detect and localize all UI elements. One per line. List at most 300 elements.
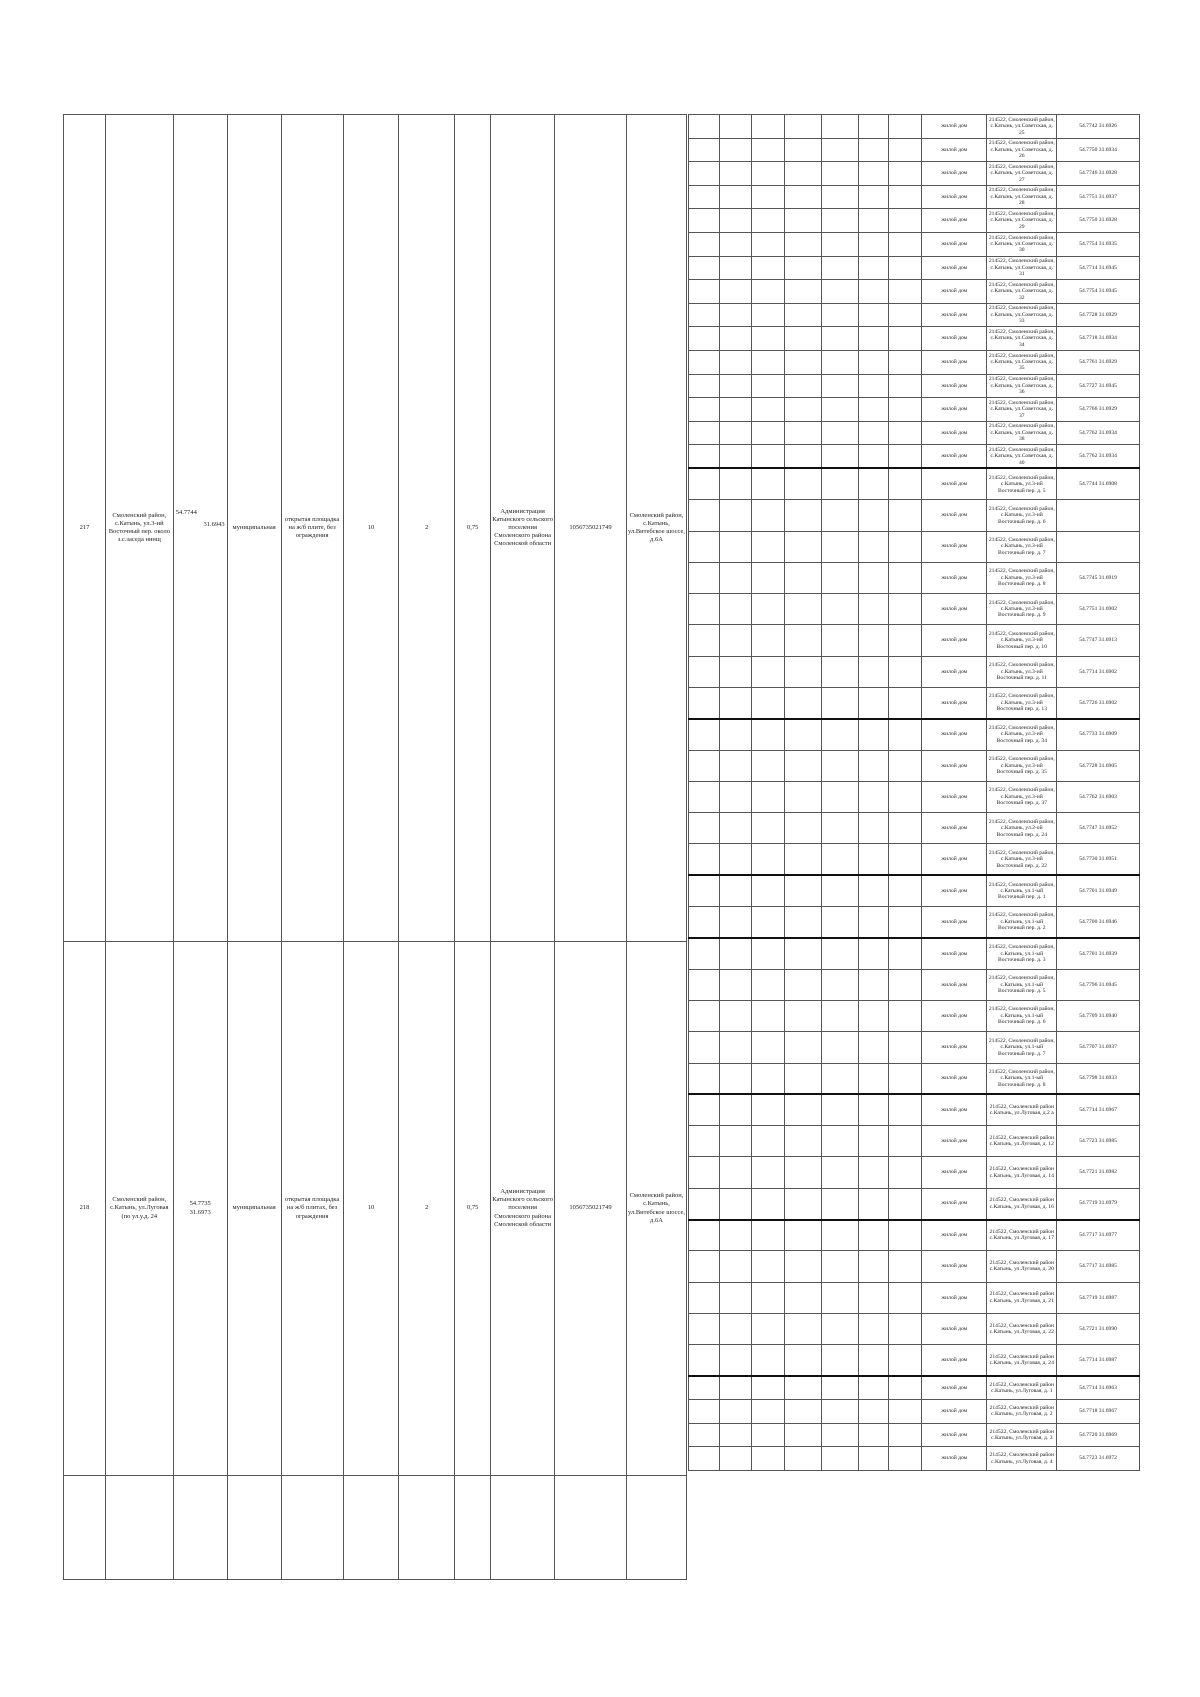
building-type: жилой дом <box>922 781 987 812</box>
empty-cell <box>752 374 785 398</box>
empty-cell <box>889 162 922 186</box>
empty-cell <box>752 350 785 374</box>
building-coordinates: 54.7718 31.6967 <box>1057 1400 1140 1424</box>
empty-cell <box>689 938 720 969</box>
empty-cell <box>719 398 752 422</box>
empty-cell <box>752 813 785 844</box>
empty-cell <box>858 256 889 280</box>
empty-cell <box>719 350 752 374</box>
building-type: жилой дом <box>922 1094 987 1125</box>
empty-cell <box>752 1094 785 1125</box>
empty-cell <box>889 1400 922 1424</box>
empty-cell <box>889 750 922 781</box>
building-row <box>689 185 1140 209</box>
building-type: жилой дом <box>922 1220 987 1251</box>
empty-cell <box>821 1376 858 1400</box>
building-coordinates: 54.7747 31.6913 <box>1057 625 1140 656</box>
building-address: 214522, Смоленский район, с.Катынь, ул.1-ый Восточный пер. д. 7 <box>987 1032 1057 1063</box>
empty-cell <box>821 719 858 750</box>
empty-cell <box>719 719 752 750</box>
site-area: 10 <box>343 115 399 942</box>
empty-cell <box>858 280 889 304</box>
empty-cell <box>784 468 821 499</box>
site-lat: 54.7744 <box>175 509 197 516</box>
empty-cell <box>889 303 922 327</box>
empty-cell <box>689 625 720 656</box>
building-coordinates: 54.7720 31.6969 <box>1057 1423 1140 1447</box>
empty-cell <box>889 1282 922 1313</box>
empty-cell <box>719 232 752 256</box>
empty-cell <box>689 232 720 256</box>
building-type: жилой дом <box>922 625 987 656</box>
building-address: 214522, Смоленский район с.Катынь, ул.Луговая, д. 3 <box>987 1423 1057 1447</box>
empty-cell <box>784 1376 821 1400</box>
building-type: жилой дом <box>922 1447 987 1471</box>
site-ownership: муниципальная <box>227 942 281 1476</box>
building-address: 214522, Смоленский район, с.Катынь, ул.Советская, д. 33 <box>987 303 1057 327</box>
empty-cell <box>689 1000 720 1031</box>
empty-cell <box>719 1376 752 1400</box>
empty-cell <box>689 844 720 875</box>
building-coordinates: 54.7728 31.6905 <box>1057 750 1140 781</box>
empty-cell <box>689 398 720 422</box>
empty-cell <box>821 209 858 233</box>
empty-cell <box>858 1376 889 1400</box>
building-row <box>689 138 1140 162</box>
empty-cell <box>889 625 922 656</box>
empty-cell <box>719 625 752 656</box>
empty-cell <box>858 875 889 906</box>
building-coordinates: 54.7707 31.6937 <box>1057 1032 1140 1063</box>
empty-cell <box>784 875 821 906</box>
empty-cell <box>821 1032 858 1063</box>
building-row <box>689 327 1140 351</box>
empty-cell <box>752 719 785 750</box>
empty-cell <box>858 562 889 593</box>
empty-cell <box>689 1220 720 1251</box>
empty-cell <box>752 1063 785 1094</box>
building-coordinates: 54.7750 31.6928 <box>1057 209 1140 233</box>
building-coordinates: 54.7719 31.6979 <box>1057 1188 1140 1219</box>
empty-cell <box>821 907 858 938</box>
empty-cell <box>689 209 720 233</box>
building-address: 214522, Смоленский район с.Катынь, ул.Луговая, д. 16 <box>987 1188 1057 1219</box>
empty-cell <box>889 875 922 906</box>
site-ogrn: 1056735021749 <box>555 115 627 942</box>
empty-cell <box>858 750 889 781</box>
empty-cell <box>889 138 922 162</box>
building-coordinates: 54.7762 31.6934 <box>1057 421 1140 445</box>
building-address: 214522, Смоленский район, с.Катынь, ул.Советская, д. 28 <box>987 185 1057 209</box>
empty-cell <box>784 500 821 531</box>
empty-cell <box>784 1188 821 1219</box>
empty-cell <box>784 1282 821 1313</box>
empty-cell <box>858 185 889 209</box>
empty-cell <box>752 468 785 499</box>
building-row <box>689 687 1140 718</box>
site-lon: 31.6973 <box>189 1208 211 1216</box>
empty-cell <box>858 1032 889 1063</box>
building-type: жилой дом <box>922 594 987 625</box>
empty-cell <box>689 719 720 750</box>
site-owner: Администрация Катынского сельского поселения Смоленского района Смоленской области <box>491 115 555 942</box>
empty-cell <box>719 1282 752 1313</box>
empty-cell <box>858 350 889 374</box>
site-coordinates <box>173 942 227 1476</box>
empty-cell <box>689 531 720 562</box>
empty-cell <box>858 1063 889 1094</box>
building-address: 214522, Смоленский район, с.Катынь, ул.1-ый Восточный пер. д. 3 <box>987 938 1057 969</box>
empty-cell <box>821 374 858 398</box>
empty-cell <box>689 162 720 186</box>
empty-cell <box>821 1447 858 1471</box>
building-row <box>689 303 1140 327</box>
site-number: 218 <box>64 942 106 1476</box>
building-address: 214522, Смоленский район, с.Катынь, ул.Советская, д. 35 <box>987 350 1057 374</box>
empty-cell <box>889 209 922 233</box>
building-row <box>689 1000 1140 1031</box>
empty-cell <box>858 1400 889 1424</box>
empty-cell <box>689 1032 720 1063</box>
building-type: жилой дом <box>922 1032 987 1063</box>
building-address: 214522, Смоленский район с.Катынь, ул.Луговая, д. 4 <box>987 1447 1057 1471</box>
building-type: жилой дом <box>922 115 987 139</box>
empty-cell <box>719 115 752 139</box>
empty-cell <box>752 687 785 718</box>
empty-cell <box>689 1157 720 1188</box>
empty-cell <box>689 750 720 781</box>
empty-cell <box>889 687 922 718</box>
building-coordinates: 54.7761 31.6929 <box>1057 350 1140 374</box>
building-coordinates: 54.7701 31.6949 <box>1057 875 1140 906</box>
empty-cell <box>889 421 922 445</box>
building-coordinates: 54.7709 31.6940 <box>1057 1000 1140 1031</box>
empty-cell <box>784 938 821 969</box>
building-row <box>689 719 1140 750</box>
building-row <box>689 374 1140 398</box>
empty-cell <box>858 687 889 718</box>
empty-cell <box>821 562 858 593</box>
empty-cell <box>752 209 785 233</box>
empty-cell <box>719 421 752 445</box>
empty-cell <box>821 303 858 327</box>
building-type: жилой дом <box>922 350 987 374</box>
empty-cell <box>689 1063 720 1094</box>
empty-cell <box>752 531 785 562</box>
empty-cell <box>784 1063 821 1094</box>
empty-cell <box>821 1063 858 1094</box>
building-row <box>689 445 1140 469</box>
empty-cell <box>784 303 821 327</box>
building-type: жилой дом <box>922 969 987 1000</box>
empty-cell <box>784 1032 821 1063</box>
empty-cell <box>858 1000 889 1031</box>
empty-cell <box>784 1251 821 1282</box>
empty-cell <box>752 844 785 875</box>
empty-cell <box>858 303 889 327</box>
building-type: жилой дом <box>922 1157 987 1188</box>
empty-cell <box>889 938 922 969</box>
empty-cell <box>784 232 821 256</box>
empty-cell <box>784 594 821 625</box>
building-coordinates: 54.7714 31.6987 <box>1057 1345 1140 1376</box>
building-coordinates: 54.7721 31.6982 <box>1057 1157 1140 1188</box>
empty-cell <box>858 209 889 233</box>
site-table <box>63 114 687 1580</box>
empty-cell <box>784 1447 821 1471</box>
building-address: 214522, Смоленский район, с.Катынь, ул.3-ий Восточный пер. д. 37 <box>987 781 1057 812</box>
building-type: жилой дом <box>922 256 987 280</box>
empty-cell <box>889 1251 922 1282</box>
building-address: 214522, Смоленский район, с.Катынь, ул.3-ий Восточный пер. д. 6 <box>987 500 1057 531</box>
empty-cell <box>784 421 821 445</box>
empty-cell <box>719 1000 752 1031</box>
building-address: 214522, Смоленский район, с.Катынь, ул.3-ий Восточный пер. д. 11 <box>987 656 1057 687</box>
empty-cell <box>821 1157 858 1188</box>
empty-cell <box>689 1282 720 1313</box>
empty-cell <box>689 1094 720 1125</box>
building-address: 214522, Смоленский район, с.Катынь, ул.3-ий Восточный пер. д. 8 <box>987 562 1057 593</box>
empty-cell <box>821 185 858 209</box>
empty-cell <box>752 500 785 531</box>
empty-cell <box>719 1345 752 1376</box>
building-coordinates: 54.7714 31.6963 <box>1057 1376 1140 1400</box>
empty-cell <box>689 969 720 1000</box>
building-address: 214522, Смоленский район с.Катынь, ул.Луговая, д. 2 <box>987 1400 1057 1424</box>
empty-cell <box>719 969 752 1000</box>
empty-cell <box>784 1400 821 1424</box>
empty-cell <box>784 445 821 469</box>
building-type: жилой дом <box>922 185 987 209</box>
empty-cell <box>784 1313 821 1344</box>
empty-cell <box>784 1220 821 1251</box>
building-type: жилой дом <box>922 500 987 531</box>
building-row <box>689 1313 1140 1344</box>
empty-cell <box>821 1251 858 1282</box>
building-coordinates: 54.7744 31.6908 <box>1057 468 1140 499</box>
empty-cell <box>858 1220 889 1251</box>
building-row <box>689 350 1140 374</box>
empty-cell <box>784 327 821 351</box>
building-address: 214522, Смоленский район с.Катынь, ул.Луговая, д. 1 <box>987 1376 1057 1400</box>
empty-cell <box>858 1126 889 1157</box>
empty-cell <box>858 138 889 162</box>
empty-cell <box>784 687 821 718</box>
empty-cell <box>858 1157 889 1188</box>
empty-cell <box>821 445 858 469</box>
empty-cell <box>821 1423 858 1447</box>
empty-cell <box>858 656 889 687</box>
empty-cell <box>858 1447 889 1471</box>
empty-cell <box>821 280 858 304</box>
empty-cell <box>752 256 785 280</box>
empty-cell <box>821 656 858 687</box>
empty-cell <box>889 256 922 280</box>
empty-cell <box>858 594 889 625</box>
site-lat: 54.7735 <box>189 1200 211 1208</box>
empty-cell <box>784 844 821 875</box>
building-address: 214522, Смоленский район, с.Катынь, ул.Советская, д. 30 <box>987 232 1057 256</box>
empty-cell <box>719 280 752 304</box>
building-type: жилой дом <box>922 421 987 445</box>
empty-cell <box>889 844 922 875</box>
building-coordinates: 54.7723 31.6985 <box>1057 1126 1140 1157</box>
building-coordinates: 54.7746 31.6928 <box>1057 162 1140 186</box>
building-type: жилой дом <box>922 280 987 304</box>
building-address: 214522, Смоленский район, с.Катынь, ул.3-ий Восточный пер. д. 35 <box>987 750 1057 781</box>
building-row <box>689 1251 1140 1282</box>
empty-cell <box>784 969 821 1000</box>
empty-cell <box>784 781 821 812</box>
building-type: жилой дом <box>922 938 987 969</box>
empty-cell <box>752 398 785 422</box>
empty-cell <box>889 1063 922 1094</box>
site-ownership: муниципальная <box>227 115 281 942</box>
empty-cell <box>719 907 752 938</box>
empty-cell <box>821 1313 858 1344</box>
empty-cell <box>719 162 752 186</box>
building-row <box>689 813 1140 844</box>
empty-cell <box>889 500 922 531</box>
empty-cell <box>689 445 720 469</box>
empty-cell <box>889 1220 922 1251</box>
empty-cell <box>784 350 821 374</box>
site-description: открытая площадка на ж/б плите, без ограждения <box>281 115 343 942</box>
empty-cell <box>689 303 720 327</box>
empty-cell <box>858 500 889 531</box>
empty-cell <box>821 781 858 812</box>
empty-cell <box>752 562 785 593</box>
empty-cell <box>821 500 858 531</box>
empty-cell <box>821 1345 858 1376</box>
building-row <box>689 594 1140 625</box>
building-address: 214522, Смоленский район, с.Катынь, ул.3-ий Восточный пер. д. 34 <box>987 719 1057 750</box>
empty-cell <box>719 303 752 327</box>
empty-cell <box>821 625 858 656</box>
empty-cell <box>784 1126 821 1157</box>
empty-cell <box>689 185 720 209</box>
building-row <box>689 1032 1140 1063</box>
site-location: Смоленский район, с.Катынь, ул.Луговая (по ул.у.д. 24 <box>105 942 173 1476</box>
empty-cell <box>784 1094 821 1125</box>
empty-cell <box>689 687 720 718</box>
empty-cell <box>689 875 720 906</box>
empty-cell <box>889 1032 922 1063</box>
empty-cell <box>784 374 821 398</box>
empty-cell <box>719 1400 752 1424</box>
empty-cell <box>858 468 889 499</box>
building-address: 214522, Смоленский район, с.Катынь, ул.1-ый Восточный пер. д. 8 <box>987 1063 1057 1094</box>
building-row <box>689 398 1140 422</box>
empty-cell <box>889 280 922 304</box>
empty-cell <box>719 1188 752 1219</box>
building-row <box>689 209 1140 233</box>
empty-cell <box>889 969 922 1000</box>
empty-cell <box>821 750 858 781</box>
empty-cell <box>858 1313 889 1344</box>
empty-cell <box>889 374 922 398</box>
building-coordinates: 54.7730 31.6951 <box>1057 844 1140 875</box>
building-row <box>689 625 1140 656</box>
building-address: 214522, Смоленский район, с.Катынь, ул.1-ый Восточный пер. д. 2 <box>987 907 1057 938</box>
empty-cell <box>784 162 821 186</box>
empty-cell <box>752 1188 785 1219</box>
empty-cell <box>752 938 785 969</box>
empty-cell <box>784 813 821 844</box>
empty-cell <box>889 781 922 812</box>
empty-cell <box>889 1345 922 1376</box>
building-row <box>689 1400 1140 1424</box>
empty-cell <box>784 562 821 593</box>
empty-cell <box>821 138 858 162</box>
building-address: 214522, Смоленский район, с.Катынь, ул.Советская, д. 36 <box>987 374 1057 398</box>
empty-cell <box>821 1400 858 1424</box>
empty-cell <box>784 280 821 304</box>
empty-cell <box>752 1157 785 1188</box>
empty-cell <box>719 1423 752 1447</box>
building-type: жилой дом <box>922 1345 987 1376</box>
empty-cell <box>784 1157 821 1188</box>
empty-cell <box>719 781 752 812</box>
building-coordinates: 54.7762 31.6903 <box>1057 781 1140 812</box>
site-volume: 0,75 <box>455 942 491 1476</box>
empty-cell <box>821 813 858 844</box>
empty-cell <box>752 280 785 304</box>
empty-cell <box>821 969 858 1000</box>
empty-cell <box>719 1032 752 1063</box>
building-coordinates: 54.7728 31.6929 <box>1057 303 1140 327</box>
empty-cell <box>821 844 858 875</box>
empty-cell <box>821 531 858 562</box>
building-coordinates <box>1057 531 1140 562</box>
empty-cell <box>858 115 889 139</box>
empty-cell <box>689 1400 720 1424</box>
empty-cell <box>689 468 720 499</box>
empty-cell <box>821 327 858 351</box>
empty-cell <box>719 500 752 531</box>
building-type: жилой дом <box>922 445 987 469</box>
building-address: 214522, Смоленский район с.Катынь, ул.Луговая, д. 21 <box>987 1282 1057 1313</box>
empty-cell <box>889 1126 922 1157</box>
building-type: жилой дом <box>922 1423 987 1447</box>
empty-cell <box>858 719 889 750</box>
empty-cell <box>752 138 785 162</box>
empty-cell <box>784 115 821 139</box>
empty-cell <box>689 656 720 687</box>
building-coordinates: 54.7714 31.6967 <box>1057 1094 1140 1125</box>
empty-cell <box>784 1345 821 1376</box>
building-type: жилой дом <box>922 844 987 875</box>
empty-cell <box>719 468 752 499</box>
site-row-217 <box>64 115 687 942</box>
building-type: жилой дом <box>922 1282 987 1313</box>
building-address: 214522, Смоленский район, с.Катынь, ул.3-ий Восточный пер. д. 5 <box>987 468 1057 499</box>
building-coordinates: 54.7727 31.6945 <box>1057 374 1140 398</box>
building-row <box>689 1094 1140 1125</box>
building-type: жилой дом <box>922 656 987 687</box>
empty-cell <box>719 185 752 209</box>
empty-cell <box>889 594 922 625</box>
empty-cell <box>858 1345 889 1376</box>
empty-cell <box>889 1447 922 1471</box>
building-row <box>689 875 1140 906</box>
empty-cell <box>752 232 785 256</box>
empty-cell <box>784 656 821 687</box>
empty-cell <box>752 781 785 812</box>
building-coordinates: 54.7719 31.6987 <box>1057 1282 1140 1313</box>
empty-cell <box>752 1282 785 1313</box>
empty-cell <box>689 500 720 531</box>
